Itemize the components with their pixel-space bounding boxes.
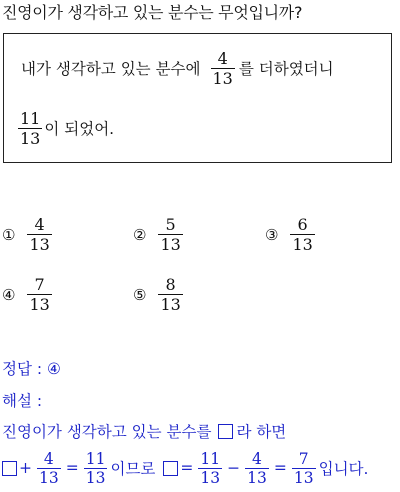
choice-marker: ② — [133, 225, 147, 244]
fraction — [245, 450, 269, 487]
equals-sign: = — [65, 459, 79, 477]
condition-line-2 — [18, 106, 114, 150]
choice-2[interactable] — [133, 215, 186, 254]
fraction-numerator: 11 — [85, 449, 106, 468]
choice-marker: ① — [2, 225, 16, 244]
choice-marker: ④ — [2, 285, 16, 304]
choice-fraction — [27, 275, 51, 314]
fraction-denominator: 13 — [292, 235, 313, 254]
condition-box — [3, 33, 392, 163]
fraction-denominator: 13 — [247, 468, 267, 487]
explanation-text: 라 하면 — [236, 423, 287, 441]
unknown-box — [163, 461, 178, 476]
explanation-text: 이므로 — [110, 460, 156, 478]
fraction — [37, 450, 61, 487]
condition-text: 내가 생각하고 있는 분수에 — [21, 60, 201, 78]
condition-text: 이 되었어. — [44, 120, 115, 138]
question-text: 진영이가 생각하고 있는 분수는 무엇입니까? — [2, 3, 303, 22]
fraction-denominator: 13 — [85, 468, 106, 487]
fraction-denominator: 13 — [212, 68, 233, 88]
equals-sign: = — [180, 459, 194, 477]
fraction-numerator: 11 — [200, 449, 221, 468]
unknown-box — [2, 461, 17, 476]
explanation-text: 입니다. — [318, 460, 369, 478]
choice-fraction — [290, 215, 314, 254]
equals-sign: = — [273, 459, 287, 477]
fraction-denominator: 13 — [160, 235, 181, 254]
condition-line-1 — [21, 46, 334, 90]
fraction — [84, 450, 108, 487]
fraction-numerator: 5 — [165, 215, 176, 234]
choice-3[interactable] — [265, 215, 318, 254]
fraction-denominator: 13 — [20, 128, 41, 148]
fraction — [198, 450, 222, 487]
choice-fraction — [27, 215, 51, 254]
choice-5[interactable] — [133, 275, 186, 314]
explanation-text: 진영이가 생각하고 있는 분수를 — [2, 423, 212, 441]
fraction-numerator: 8 — [165, 275, 176, 294]
fraction-denominator: 13 — [29, 295, 50, 314]
fraction-denominator: 13 — [200, 468, 221, 487]
fraction-numerator: 4 — [252, 449, 262, 468]
fraction — [292, 450, 316, 487]
condition-text: 를 더하였더니 — [238, 60, 334, 78]
fraction-numerator: 4 — [43, 449, 54, 468]
explanation-heading: 해설 : — [2, 392, 43, 410]
plus-sign: + — [19, 459, 32, 477]
fraction-numerator: 4 — [34, 215, 45, 234]
minus-sign: − — [227, 459, 241, 477]
fraction-denominator: 13 — [293, 468, 314, 487]
choice-marker: ⑤ — [133, 285, 147, 304]
fraction-numerator: 7 — [298, 449, 309, 468]
answer-text: 정답 : ④ — [2, 360, 61, 378]
fraction-denominator: 13 — [29, 235, 50, 254]
choice-fraction — [158, 275, 182, 314]
fraction-numerator: 6 — [297, 215, 308, 234]
answer-label — [2, 357, 61, 379]
fraction-numerator: 11 — [20, 108, 41, 128]
fraction-denominator: 13 — [39, 468, 59, 487]
fraction-numerator: 4 — [217, 48, 228, 68]
explanation-equation — [2, 445, 368, 491]
choice-fraction — [158, 215, 182, 254]
explanation-label — [2, 389, 42, 411]
choice-4[interactable] — [2, 275, 55, 314]
fraction — [18, 109, 42, 148]
choice-1[interactable] — [2, 215, 55, 254]
fraction-numerator: 7 — [34, 275, 45, 294]
fraction-denominator: 13 — [160, 295, 181, 314]
explanation-line-1 — [2, 420, 286, 442]
choice-marker: ③ — [265, 225, 279, 244]
unknown-box — [218, 424, 233, 439]
fraction — [211, 49, 235, 88]
